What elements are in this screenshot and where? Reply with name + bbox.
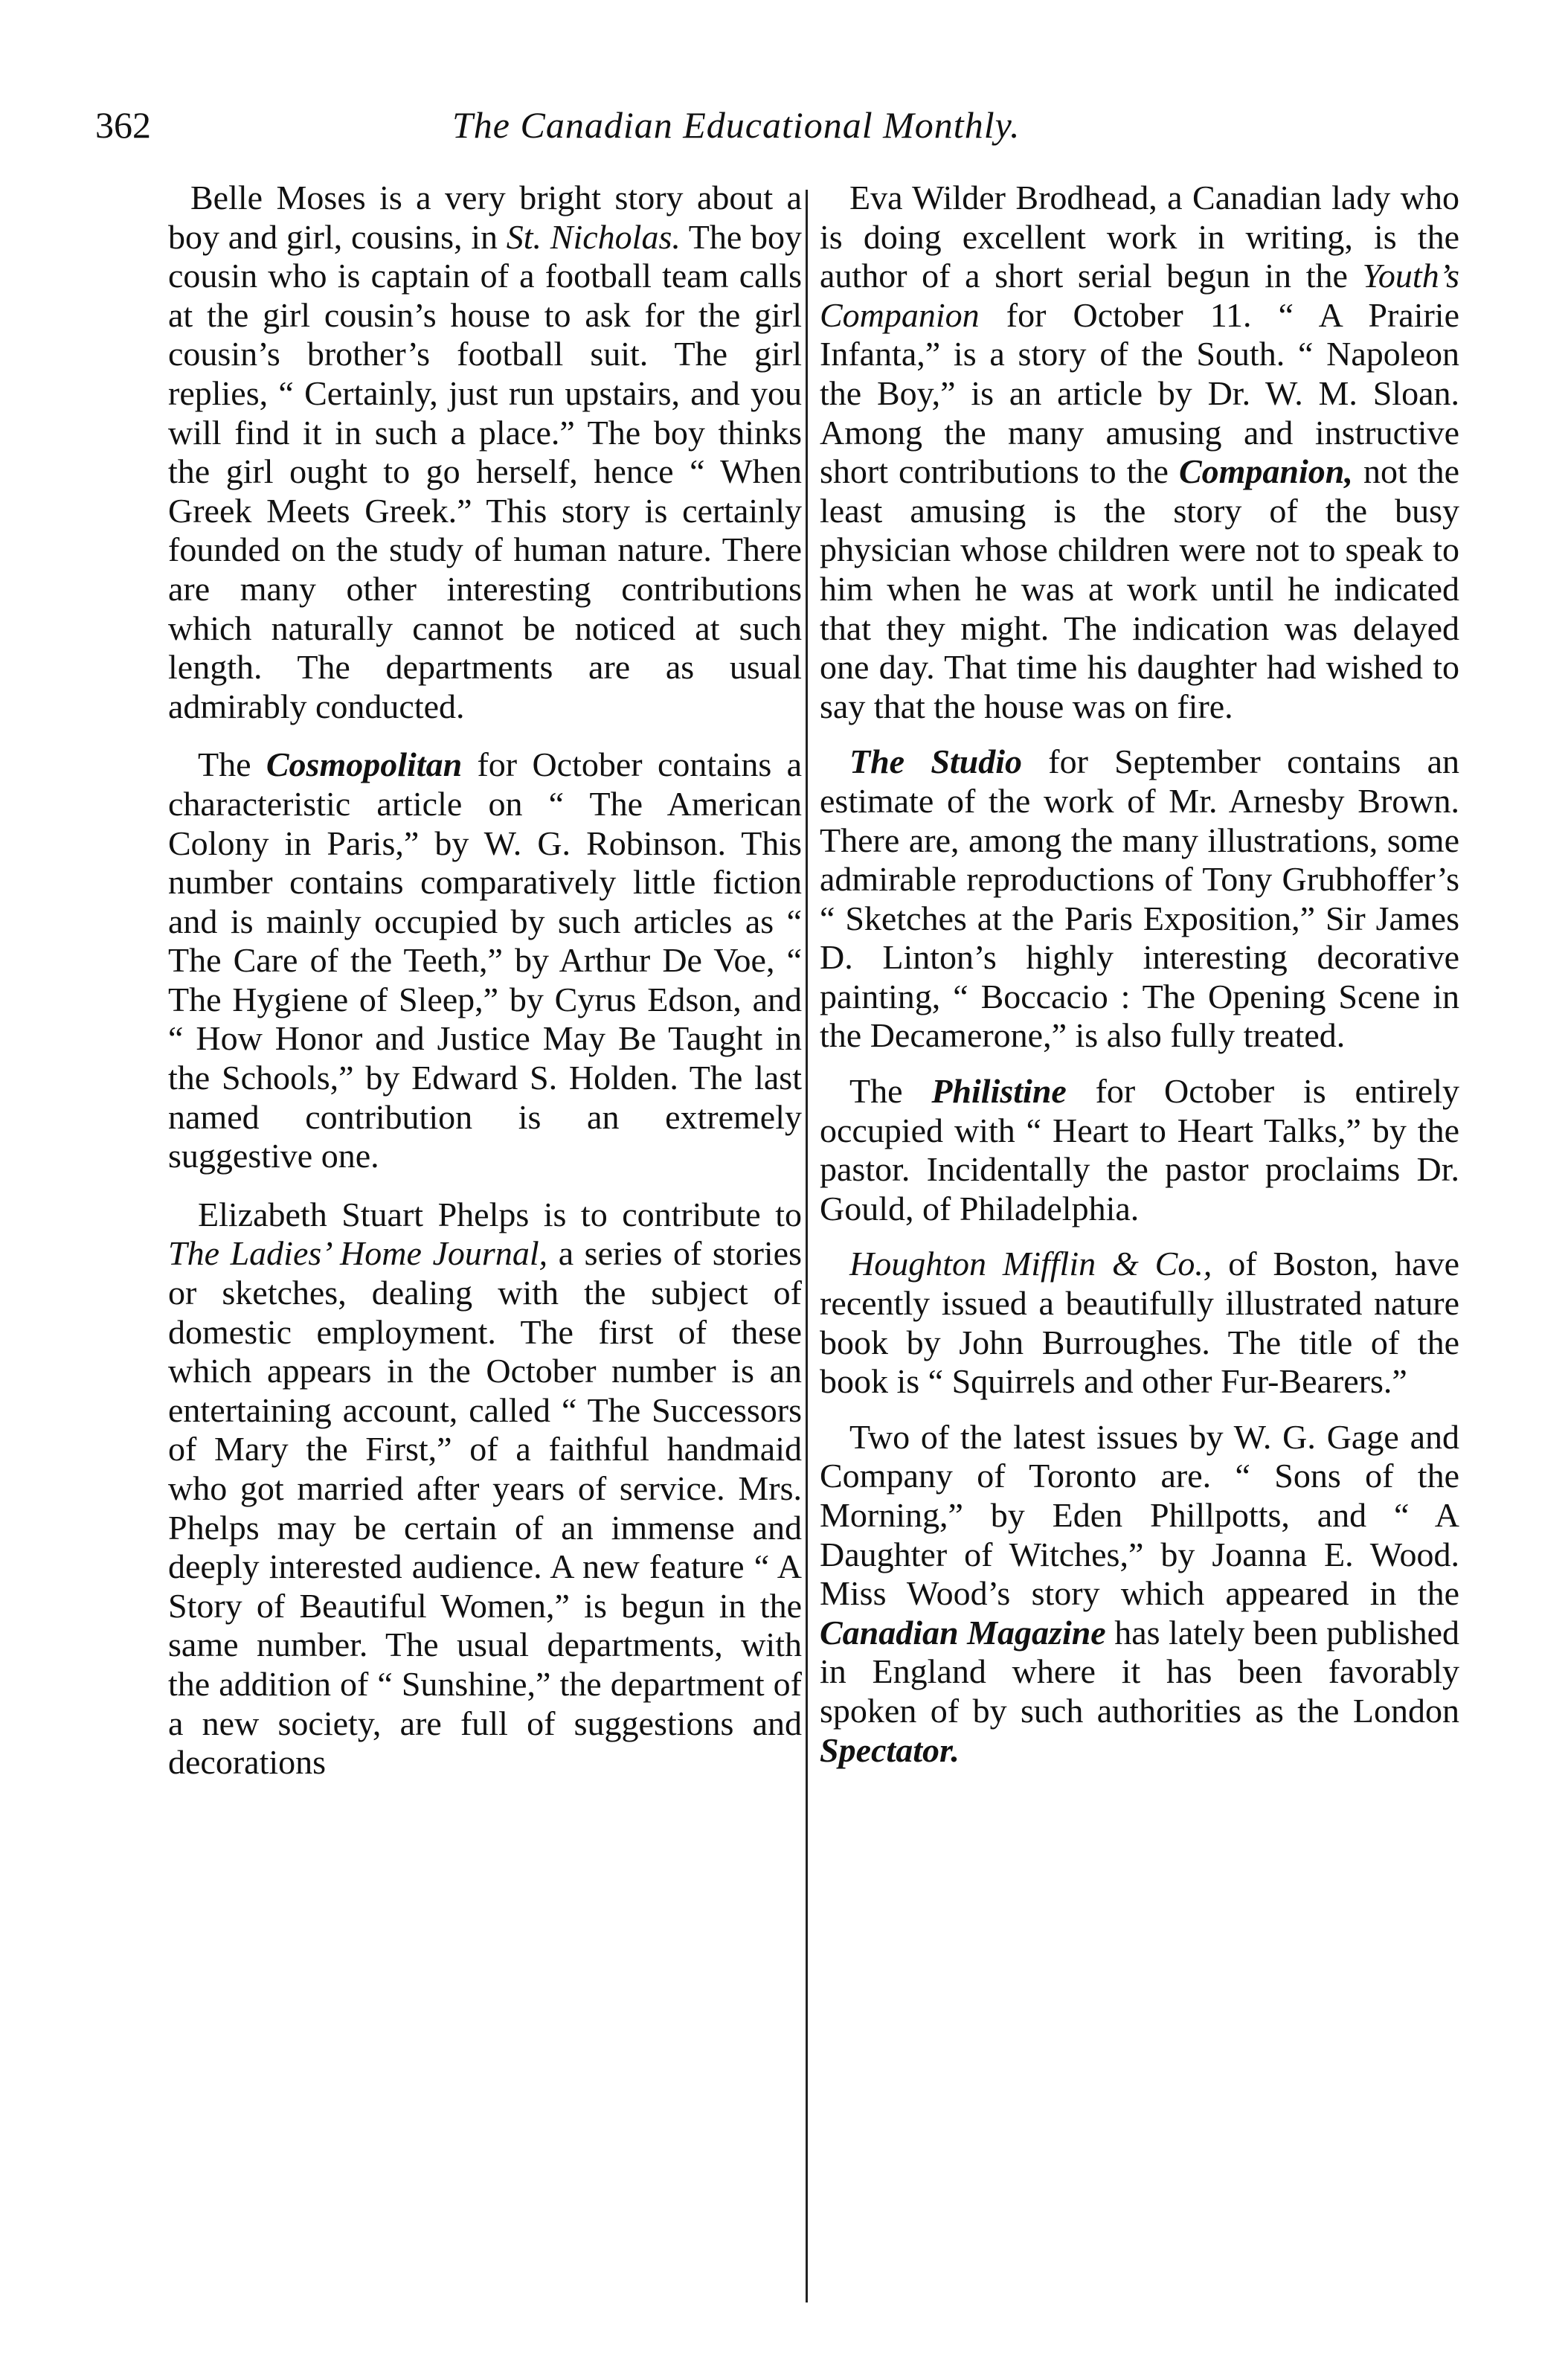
text-run: of Boston, have recently issued a beautifully illustrated nature book by John Burroughes. The title of the book is “ Squirrels and other Fur-Bearers.”: [820, 1245, 1460, 1401]
text-run: not the least amusing is the story of the busy physician whose children were not to speak to him when he was at work until he indicated that they might. The indication was delayed one day. That time his daughter had wished to say that the house was on fire.: [820, 452, 1459, 725]
text-run: for October contains a characteristic article on “ The American Colony in Paris,” by W. G. Robinson. This number contains comparatively little fiction and is mainly occupied by such articles as “ The Care of the Teeth,” by Arthur De Voe, “ The Hygiene of Sleep,” by Cyrus Edson, and “ How Honor and Justice May Be Taught in the Schools,” by Edward S. Holden. The last named contribution is an extremely suggestive one.: [168, 745, 802, 1175]
page-header: [95, 95, 1464, 162]
paragraph-philistine: [820, 1072, 1459, 1228]
column-divider: [806, 190, 808, 2302]
paragraph-cosmopolitan: [168, 745, 802, 1176]
text-run: Two of the latest issues by W. G. Gage and Company of Toronto are. “ Sons of the Morning,” by Eden Phillpotts, and “ A Daughter of Witches,” by Joanna E. Wood. Miss Wood’s story which appeared in the: [820, 1417, 1459, 1613]
italic-publisher-houghton-mifflin: Houghton Mifflin & Co.,: [849, 1245, 1212, 1283]
text-run: a series of stories or sketches, dealing with the subject of domestic employment. The first of these which appears in the October number is an entertaining account, called “ The Successors of Mary the First,” of a faithful handmaid who got married after years of service. Mrs. Phelps may be certain of an immense and deeply interested audience. A new feature “ A Story of Beautiful Women,” is begun in the same number. The usual departments, with the addition of “ Sunshine,” the department of a new society, are full of suggestions and decorations: [168, 1234, 803, 1782]
text-run: Belle Moses is a very bright story about a boy and girl, cousins, in: [168, 179, 802, 256]
text-run: Eva Wilder Brodhead, a Canadian lady who is doing excellent work in writing, is the author of a short serial begun in the: [820, 179, 1459, 295]
text-run: The: [849, 1072, 932, 1111]
italic-title-spectator: Spectator.: [820, 1730, 960, 1769]
italic-title-companion: Companion,: [1178, 452, 1353, 491]
italic-title-youths-companion: Youth’s Companion: [820, 257, 1459, 334]
text-run: Elizabeth Stuart Phelps is to contribute to: [198, 1195, 802, 1233]
italic-title-cosmopolitan: Cosmopolitan: [266, 745, 463, 784]
italic-title-canadian-magazine: Canadian Magazine: [820, 1613, 1106, 1652]
paragraph-houghton-mifflin: [820, 1245, 1459, 1401]
left-column: [168, 179, 802, 1782]
paragraph-belle-moses: [168, 179, 802, 726]
paragraph-elizabeth-phelps: [168, 1196, 802, 1782]
italic-title-the-studio: The Studio: [849, 742, 1023, 781]
text-run: for October 11. “ A Prairie Infanta,” is a story of the South. “ Napoleon the Boy,” is an article by Dr. W. M. Sloan. Among the many amusing and instructive short contributions to the: [820, 295, 1459, 491]
paragraph-gage-company: [820, 1418, 1459, 1770]
text-run: for October is entirely occupied with “ Heart to Heart Talks,” by the pastor. Incidentally the pastor proclaims Dr. Gould, of Philadelphia.: [820, 1072, 1460, 1227]
text-run: The boy cousin who is captain of a football team calls at the girl cousin’s house to ask for the girl cousin’s brother’s football suit. The girl replies, “ Certainly, just run upstairs, and you will find it in such a place.” The boy thinks the girl ought to go herself, hence “ When Greek Meets Greek.” This story is certainly founded on the study of human nature. There are many other interesting contributions which naturally cannot be noticed at such length. The departments are as usual admirably conducted.: [168, 217, 803, 725]
running-title: The Canadian Educational Monthly.: [452, 104, 1021, 146]
paragraph-the-studio: [820, 742, 1459, 1056]
italic-title-philistine: Philistine: [931, 1072, 1067, 1111]
text-run: has lately been published in England where it has been favorably spoken of by such authorities as the London: [820, 1613, 1459, 1730]
italic-title-st-nicholas: St. Nicholas.: [506, 217, 681, 256]
text-run: for September contains an estimate of the work of Mr. Arnesby Brown. There are, among the many illustrations, some admirable reproductions of Tony Grubhoffer’s “ Sketches at the Paris Exposition,” Sir James D. Linton’s highly interesting decorative painting, “ Boccacio : The Opening Scene in the Decamerone,” is also fully treated.: [820, 742, 1460, 1055]
text-run: The: [198, 745, 266, 784]
paragraph-eva-brodhead: [820, 179, 1459, 726]
right-column: [820, 179, 1459, 1770]
italic-title-ladies-home-journal: The Ladies’ Home Journal,: [168, 1234, 548, 1273]
page-number: 362: [95, 104, 151, 146]
